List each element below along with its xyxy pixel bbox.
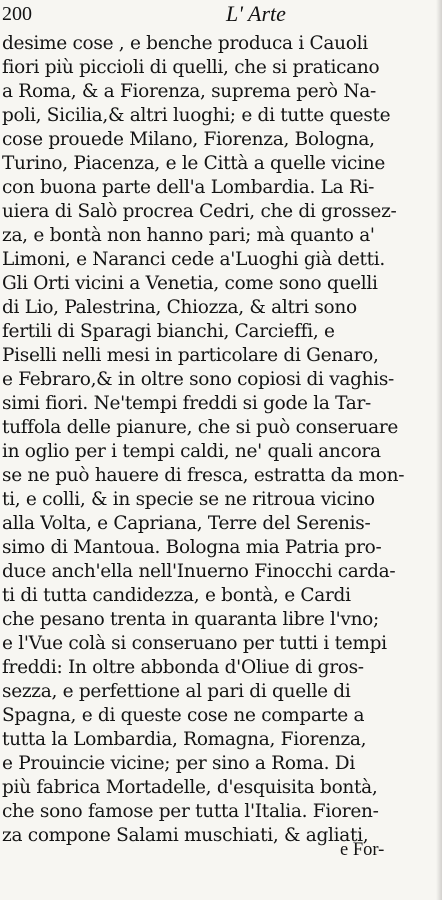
text-line: ti, e colli, & in specie se ne ritroua vicino — [2, 489, 375, 510]
text-line: alla Volta, e Capriana, Terre del Serenis- — [2, 513, 371, 534]
text-line: in oglio per i tempi caldi, ne' quali ancora — [2, 441, 381, 462]
text-line: Piselli nelli mesi in particolare di Genaro, — [2, 345, 379, 366]
text-line: e Prouincie vicine; per sino a Roma. Di — [2, 753, 355, 774]
text-line: simo di Mantoua. Bologna mia Patria pro- — [2, 537, 382, 558]
text-line: simi fiori. Ne'tempi freddi si gode la Tar- — [2, 393, 371, 414]
catchword: e For- — [340, 840, 385, 860]
page-header — [0, 0, 442, 34]
text-line: più fabrica Mortadelle, d'esquisita bontà, — [2, 777, 378, 798]
text-line: Limoni, e Naranci cede a'Luoghi già detti. — [2, 249, 385, 270]
text-line: a Roma, & a Fiorenza, suprema però Na- — [2, 81, 376, 102]
text-line: tutta la Lombardia, Romagna, Fiorenza, — [2, 729, 367, 750]
page-number: 200 — [2, 3, 32, 25]
text-line: fiori più piccioli di quelli, che si praticano — [2, 57, 380, 78]
text-line: e Febraro,& in oltre sono copiosi di vaghis- — [2, 369, 394, 390]
text-line: duce anch'ella nell'Inuerno Finocchi carda- — [2, 561, 396, 582]
text-line: Turino, Piacenza, e le Città a quelle vicine — [2, 153, 385, 174]
text-line: con buona parte dell'a Lombardia. La Ri- — [2, 177, 375, 198]
page-edge-shadow — [436, 0, 442, 900]
text-line: di Lio, Palestrina, Chiozza, & altri sono — [2, 297, 357, 318]
text-line: che sono famose per tutta l'Italia. Fioren- — [2, 801, 379, 822]
text-line: za compone Salami muschiati, & agliati, — [2, 825, 369, 846]
text-line: che pesano trenta in quaranta libre l'vno; — [2, 609, 379, 630]
text-line: uiera di Salò procrea Cedri, che di grossez- — [2, 201, 397, 222]
running-head: L' Arte — [226, 1, 286, 26]
text-line: cose prouede Milano, Fiorenza, Bologna, — [2, 129, 375, 150]
text-line: se ne può hauere di fresca, estratta da mon- — [2, 465, 405, 486]
text-line: Spagna, e di queste cose ne comparte a — [2, 705, 365, 726]
text-line: desime cose , e benche produca i Cauoli — [2, 33, 368, 54]
text-line: ti di tutta candidezza, e bontà, e Cardi — [2, 585, 351, 606]
text-line: tuffola delle pianure, che si può conseruare — [2, 417, 399, 438]
text-line: za, e bontà non hanno pari; mà quanto a' — [2, 225, 375, 246]
text-line: e l'Vue colà si conseruano per tutti i tempi — [2, 633, 387, 654]
text-line: poli, Sicilia,& altri luoghi; e di tutte queste — [2, 105, 391, 126]
text-line: freddi: In oltre abbonda d'Oliue di gros- — [2, 657, 364, 678]
text-line: Gli Orti vicini a Venetia, come sono quelli — [2, 273, 378, 294]
text-line: sezza, e perfettione al pari di quelle di — [2, 681, 351, 702]
text-line: fertili di Sparagi bianchi, Carcieffi, e — [2, 321, 335, 342]
